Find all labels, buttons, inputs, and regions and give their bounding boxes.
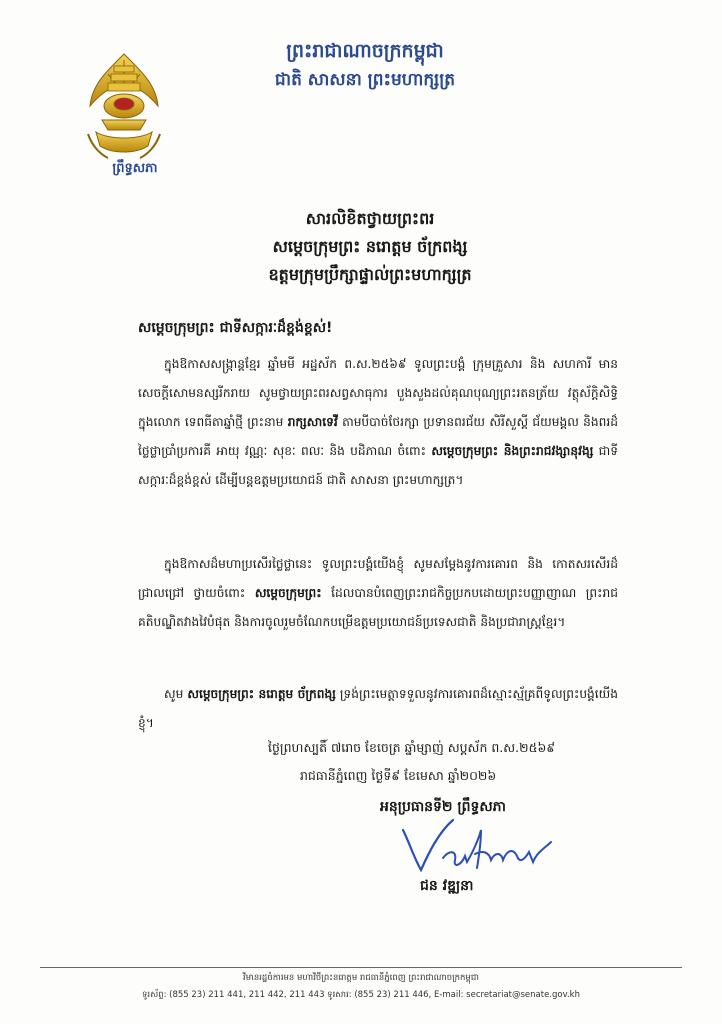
date-lunar: ថ្ងៃព្រហស្បតិ៍ ៧រោច ខែចេត្រ ឆ្នាំម្សាញ់ សប្តស័ក ព.ស.២៥៦៩ [268,740,556,755]
letter-title [130,205,610,289]
p2-bold-royal: សម្តេចក្រុមព្រះ [254,586,322,600]
signature [395,812,565,882]
p3-bold-royal: សម្តេចក្រុមព្រះ នរោត្តម ច័ក្រពង្ស [187,687,336,701]
signer-title: អនុប្រធានទី២ ព្រឹទ្ធសភា [380,799,507,815]
p1-text-e: ជាទីសក្ការៈដ៏ខ្ពង់ខ្ពស់ ដើម្បីបន្តឧត្តមប្រយោជន៍ ជាតិ សាសនា ព្រះមហាក្សត្រ។ [138,444,618,487]
p2-text-c: ដែលបានបំពេញព្រះរាជកិច្ចប្រកបដោយព្រះបញ្ញាញាណ ព្រះរាជគតិបណ្ឌិតវាងវៃបំផុត និងការចូលរួមចំណែកបម្រើឧត្តមប្រយោជន៍ប្រទេសជាតិ និងប្រជារាស្ត្រខ្មែរ។ [138,586,618,629]
paragraph-3 [138,680,618,738]
p3-text-c: ទ្រង់ព្រះមេត្តាទទួលនូវការគោរពដ៏ស្មោះស្ម័គ្រពីទូលព្រះបង្គំយើងខ្ញុំ។ [138,687,618,730]
p1-bold-royal: សម្តេចក្រុមព្រះ និងព្រះរាជវង្សានុវង្ស [431,444,594,458]
motto-line: ជាតិ សាសនា ព្រះមហាក្សត្រ [274,70,456,90]
paragraph-2 [138,550,618,637]
date-solar: រាជធានីភ្នំពេញ ថ្ងៃទី៩ ខែមេសា ឆ្នាំ២០២៦ [300,768,497,783]
title-line-1: សារលិខិតថ្វាយព្រះពរ [305,209,435,228]
title-line-3: ឧត្តមក្រុមប្រឹក្សាផ្ទាល់ព្រះមហាក្សត្រ [268,265,472,284]
p1-bold-deity: រាក្សសាទេវី [287,415,338,429]
kingdom-line: ព្រះរាជាណាចក្រកម្ពុជា [286,40,444,62]
p3-text-a: សូម [164,687,188,701]
footer-divider [40,967,682,968]
title-line-2: សម្តេចក្រុមព្រះ នរោត្តម ច័ក្រពង្ស [272,237,468,256]
footer-contact: ទូរស័ព្ទ: (855 23) 211 441, 211 442, 211 443 ទូរសារ: (855 23) 211 446, E-mail: secretariat@senate.gov.kh [142,990,580,1000]
p2-text-a: ក្នុងឱកាសដ៏មហាប្រសើរថ្លៃថ្លានេះ ទូលព្រះបង្គំយើងខ្ញុំ សូមសម្តែងនូវការគោរព និង កោតសរសើរដ៏ជ្រាលជ្រៅ ថ្វាយចំពោះ [138,557,618,600]
letterhead [230,36,500,94]
p1-text-a: ក្នុងឱកាសសង្ក្រាន្តខ្មែរ ឆ្នាំមមី អដ្ឋស័ក ព.ស.២៥៦៩ ទូលព្រះបង្គំ ក្រុមគ្រួសារ និង សហការី មានសេចក្តីសោមនស្សរីករាយ សូមថ្វាយព្រះពរសព្វសាធុការ បួងសួងដល់គុណបុណ្យព្រះរតនត្រ័យ វត្ថុស័ក្តិសិទ្ធិក្នុងលោក ទេពធីតាឆ្នាំថ្មី ព្រះនាម [138,357,618,429]
salutation: សម្តេចក្រុមព្រះ ជាទីសក្ការៈដ៏ខ្ពង់ខ្ពស់! [138,320,333,336]
institution-label: ព្រឹទ្ធសភា [112,161,158,176]
royal-emblem-icon [78,50,170,162]
footer-address: វិមានរដ្ឋចំការមន មហាវិថីព្រះនរោត្តម រាជធានីភ្នំពេញ ព្រះរាជាណាចក្រកម្ពុជា [243,973,479,983]
signer-name: ជន វឌ្ឍនា [420,878,474,894]
paragraph-1 [138,350,618,495]
p1-text-c: តាមបីបាច់ថែរក្សា ប្រទានពរជ័យ សិរីសួស្តី ជ័យមង្គល និងពរដ៏ថ្លៃថ្លាប្រាំប្រការគឺ អាយុ វណ្ណៈ សុខៈ ពលៈ និង បដិភាណ ចំពោះ [138,415,618,458]
